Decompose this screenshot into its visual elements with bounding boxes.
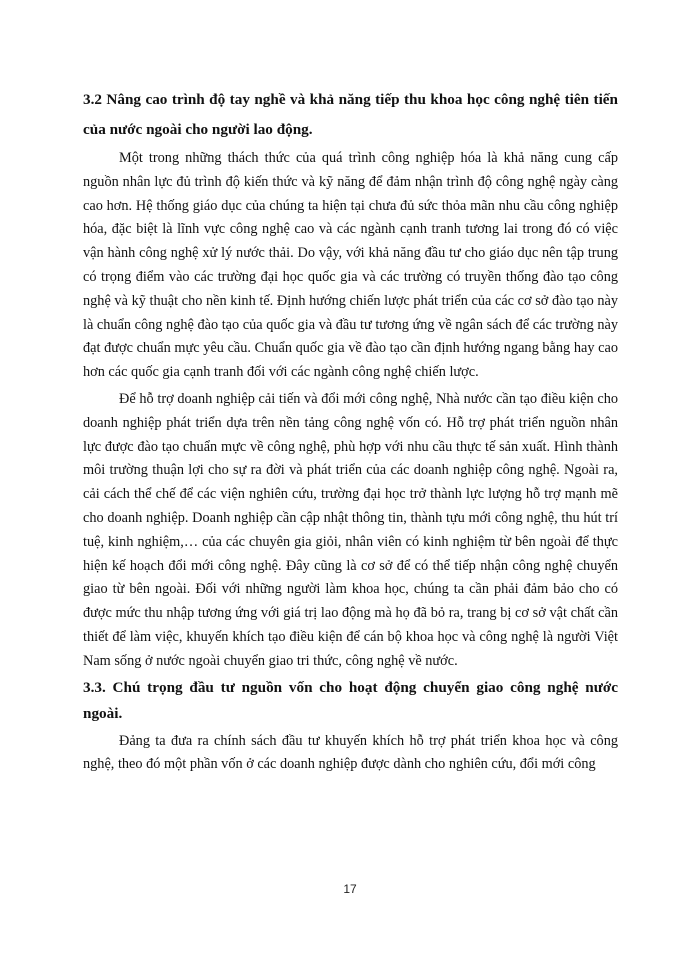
section-3-3-paragraph-1: Đảng ta đưa ra chính sách đầu tư khuyến khích hỗ trợ phát triển khoa học và công nghệ, theo đó một phần vốn ở các doanh nghiệp được dành cho nghiên cứu, đổi mới công [83,732,618,773]
section-3-3-heading: 3.3. Chú trọng đầu tư nguồn vốn cho hoạt động chuyển giao công nghệ nước ngoài. [83,678,618,722]
page-content [83,85,618,777]
section-3-2-paragraph-2: Để hỗ trợ doanh nghiệp cải tiến và đổi mới công nghệ, Nhà nước cần tạo điều kiện cho doanh nghiệp phát triển dựa trên nền tảng công nghệ vốn có. Hỗ trợ phát triển nguồn nhân lực được đào tạo chuẩn mực về công nghệ, phù hợp với nhu cầu thực tế sản xuất. Hình thành môi trường thuận lợi cho sự ra đời và phát triển của các doanh nghiệp công nghệ. Ngoài ra, cải cách thể chế để các viện nghiên cứu, trường đại học trở thành lực lượng hỗ trợ mạnh mẽ cho doanh nghiệp. Doanh nghiệp cần cập nhật thông tin, thành tựu mới công nghệ, thu hút trí tuệ, kinh nghiệm,… của các chuyên gia giỏi, nhân viên có kinh nghiệm từ bên ngoài để thực hiện kế hoạch đổi mới công nghệ. Đây cũng là cơ sở để có thể tiếp nhận công nghệ chuyển giao từ bên ngoài. Đối với những người làm khoa học, chúng ta cần phải đảm bảo cho có được mức thu nhập tương ứng với giá trị lao động mà họ đã bỏ ra, trang bị cơ sở vật chất cần thiết để làm việc, khuyến khích tạo điều kiện để cán bộ khoa học và công nghệ là người Việt Nam sống ở nước ngoài chuyển giao tri thức, công nghệ về nước. [83,390,618,669]
page-number: 17 [343,882,357,896]
section-3-2-paragraph-1: Một trong những thách thức của quá trình công nghiệp hóa là khả năng cung cấp nguồn nhân lực đủ trình độ kiến thức và kỹ năng để đảm nhận trình độ công nghệ ngày càng cao hơn. Hệ thống giáo dục của chúng ta hiện tại chưa đủ sức thỏa mãn nhu cầu công nghiệp hóa, đặc biệt là lĩnh vực công nghệ cao và các ngành cạnh tranh tương lai trong đó có việc vận hành công nghệ xử lý nước thải. Do vậy, với khả năng đầu tư cho giáo dục nên tập trung có trọng điểm vào các trường đại học quốc gia và các trường có truyền thống đào tạo công nghệ và kỹ thuật cho nền kinh tế. Định hướng chiến lược phát triển của các cơ sở đào tạo này là chuẩn công nghệ đào tạo của quốc gia và đầu tư tương ứng về ngân sách để các trường này đạt được chuẩn mực yêu cầu. Chuẩn quốc gia về đào tạo cần định hướng ngang bằng hay cao hơn các quốc gia cạnh tranh đối với các ngành công nghệ chiến lược. [83,150,618,381]
section-3-2-heading: 3.2 Nâng cao trình độ tay nghề và khả năng tiếp thu khoa học công nghệ tiên tiến của nước ngoài cho người lao động. [83,91,618,138]
